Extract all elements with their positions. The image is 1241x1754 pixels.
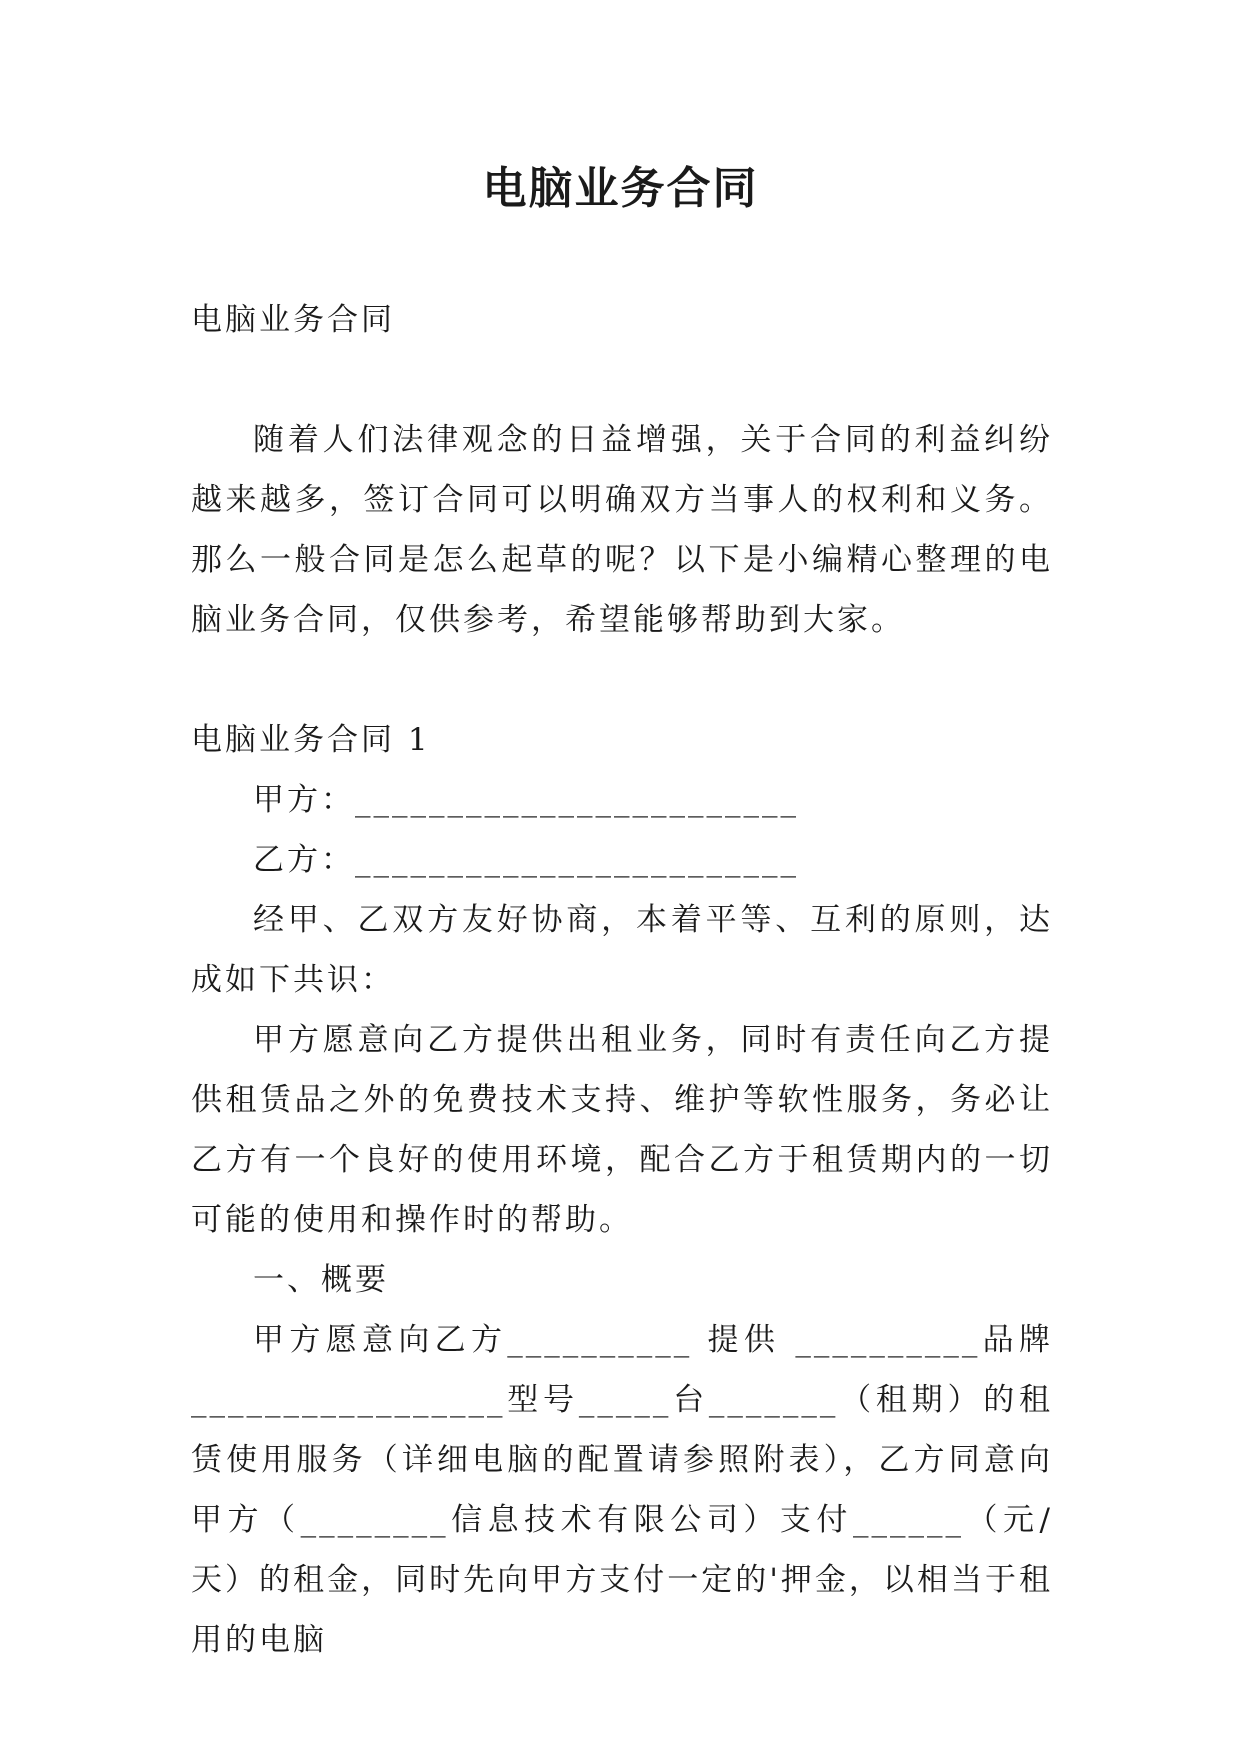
document-subtitle: 电脑业务合同 — [191, 302, 395, 338]
party-b-line: 乙方：________________________ — [253, 842, 799, 878]
contract-heading: 电脑业务合同 1 — [191, 722, 431, 758]
summary-paragraph: 甲方愿意向乙方__________ 提供 __________品牌_________________型号_____台_______（租期）的租赁使用服务（详细电脑的配置请参照附表），乙方同意向甲方（________信息技术有限公司）支付______（元/天）的租金，同时先向甲方支付一定的'押金，以相当于租用的电脑 — [191, 1322, 1053, 1658]
spacer — [191, 350, 1053, 410]
document-body — [191, 290, 1053, 1670]
document-title: 电脑业务合同 — [482, 163, 759, 214]
section-one-heading: 一、概要 — [253, 1262, 389, 1298]
consensus-paragraph: 经甲、乙双方友好协商，本着平等、互利的原则，达成如下共识： — [191, 902, 1053, 998]
intro-paragraph: 随着人们法律观念的日益增强，关于合同的利益纠纷越来越多，签订合同可以明确双方当事人的权利和义务。那么一般合同是怎么起草的呢？以下是小编精心整理的电脑业务合同，仅供参考，希望能够帮助到大家。 — [191, 422, 1053, 638]
spacer — [191, 650, 1053, 710]
party-a-line: 甲方：________________________ — [253, 782, 799, 818]
service-paragraph: 甲方愿意向乙方提供出租业务，同时有责任向乙方提供租赁品之外的免费技术支持、维护等软性服务，务必让乙方有一个良好的使用环境，配合乙方于租赁期内的一切可能的使用和操作时的帮助。 — [191, 1022, 1053, 1238]
